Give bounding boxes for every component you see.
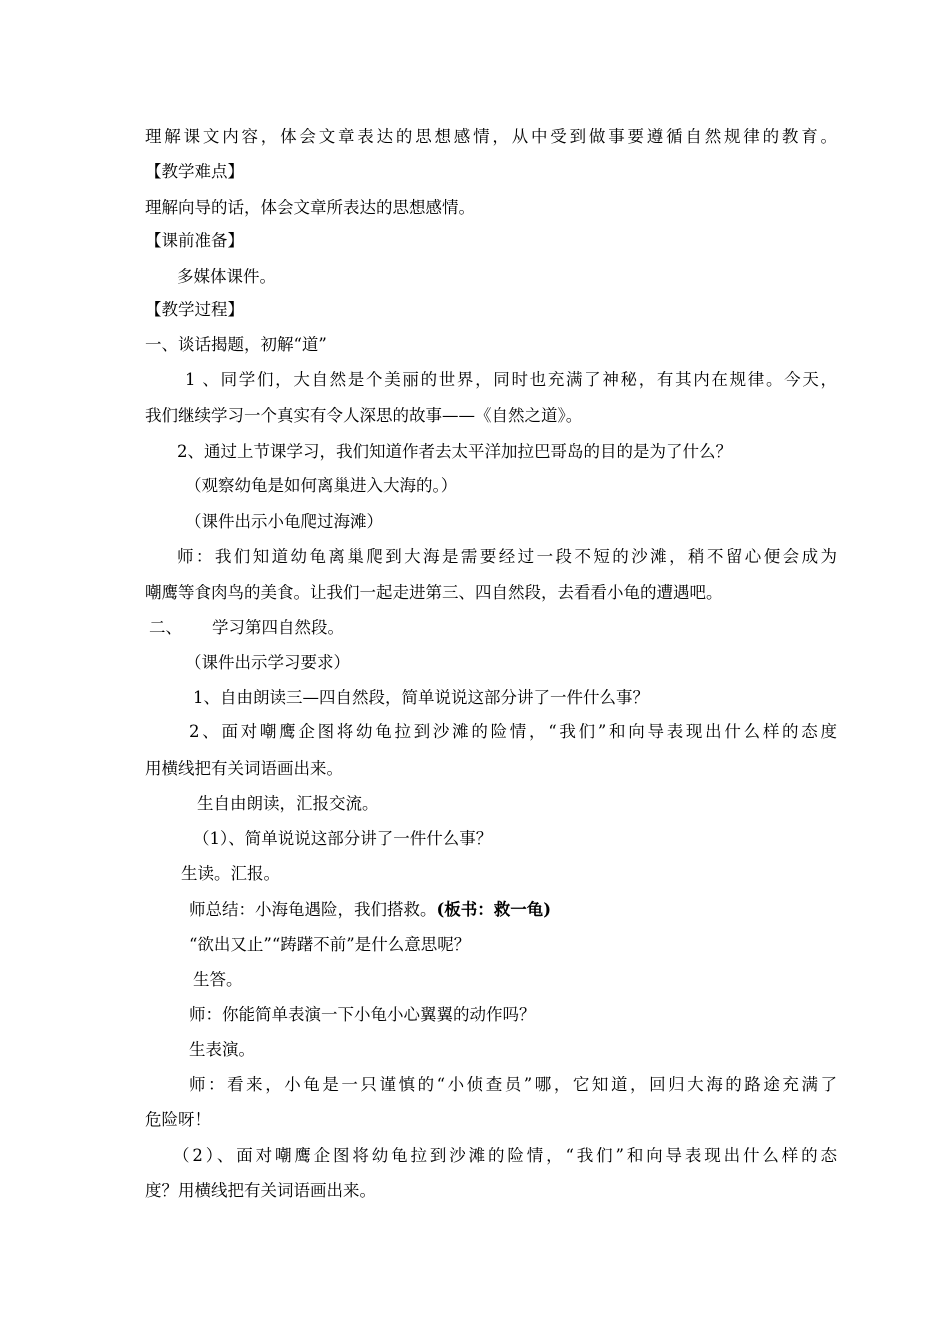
paragraph-line: （课件出示小龟爬过海滩） (185, 512, 383, 531)
paragraph-line: 危险呀！ (145, 1110, 211, 1129)
teacher-summary-text: 师总结：小海龟遇险，我们搭救。 (189, 900, 437, 919)
paragraph-line: 1、自由朗读三—四自然段，简单说说这部分讲了一件什么事？ (193, 688, 649, 707)
paragraph-line: 理解向导的话，体会文章所表达的思想感情。 (145, 198, 475, 217)
paragraph-line: 多媒体课件。 (177, 267, 276, 286)
paragraph-line: 度？用横线把有关词语画出来。 (145, 1181, 376, 1200)
paragraph-line: “欲出又止”“踌躇不前”是什么意思呢？ (189, 935, 471, 954)
part-heading-two-title: 学习第四自然段。 (212, 618, 344, 637)
section-heading-difficulty: 【教学难点】 (145, 162, 244, 181)
paragraph-line: （观察幼龟是如何离巢进入大海的。） (185, 476, 458, 495)
paragraph-line: 师：看来，小龟是一只谨慎的“小侦查员”哪，它知道，回归大海的路途充满了 (189, 1075, 837, 1094)
paragraph-line: 生读。汇报。 (181, 864, 280, 883)
paragraph-line: 我们继续学习一个真实有令人深思的故事——《自然之道》。 (145, 406, 583, 425)
board-note: (板书：救一龟) (436, 900, 552, 919)
part-heading-one: 一、谈话揭题，初解“道” (145, 335, 327, 354)
paragraph-line: 用横线把有关词语画出来。 (145, 759, 343, 778)
paragraph-line: 2、通过上节课学习，我们知道作者去太平洋加拉巴哥岛的目的是为了什么？ (177, 442, 732, 461)
teacher-summary-line (189, 898, 551, 922)
paragraph-line: （1）、简单说说这部分讲了一件什么事？ (193, 829, 493, 848)
paragraph-line: 理解课文内容，体会文章表达的思想感情，从中受到做事要遵循自然规律的教育。 (145, 127, 837, 146)
paragraph-line: 师：你能简单表演一下小龟小心翼翼的动作吗？ (189, 1005, 536, 1024)
paragraph-line: 生自由朗读，汇报交流。 (197, 794, 379, 813)
paragraph-line: 师：我们知道幼龟离巢爬到大海是需要经过一段不短的沙滩，稍不留心便会成为 (177, 547, 837, 566)
paragraph-line: 2、面对嘲鹰企图将幼龟拉到沙滩的险情，“我们”和向导表现出什么样的态度 (189, 722, 837, 741)
section-heading-process: 【教学过程】 (145, 300, 244, 319)
paragraph-line: 1 、同学们，大自然是个美丽的世界，同时也充满了神秘，有其内在规律。今天， (185, 370, 837, 389)
paragraph-line: 生表演。 (189, 1040, 255, 1059)
paragraph-line: 嘲鹰等食肉鸟的美食。让我们一起走进第三、四自然段，去看看小龟的遭遇吧。 (145, 583, 723, 602)
paragraph-line: （2）、面对嘲鹰企图将幼龟拉到沙滩的险情，“我们”和向导表现出什么样的态 (173, 1146, 837, 1165)
paragraph-line: 生答。 (193, 970, 243, 989)
paragraph-line: （课件出示学习要求） (185, 653, 350, 672)
part-heading-two-number: 二、 (149, 618, 182, 637)
section-heading-preparation: 【课前准备】 (145, 231, 244, 250)
